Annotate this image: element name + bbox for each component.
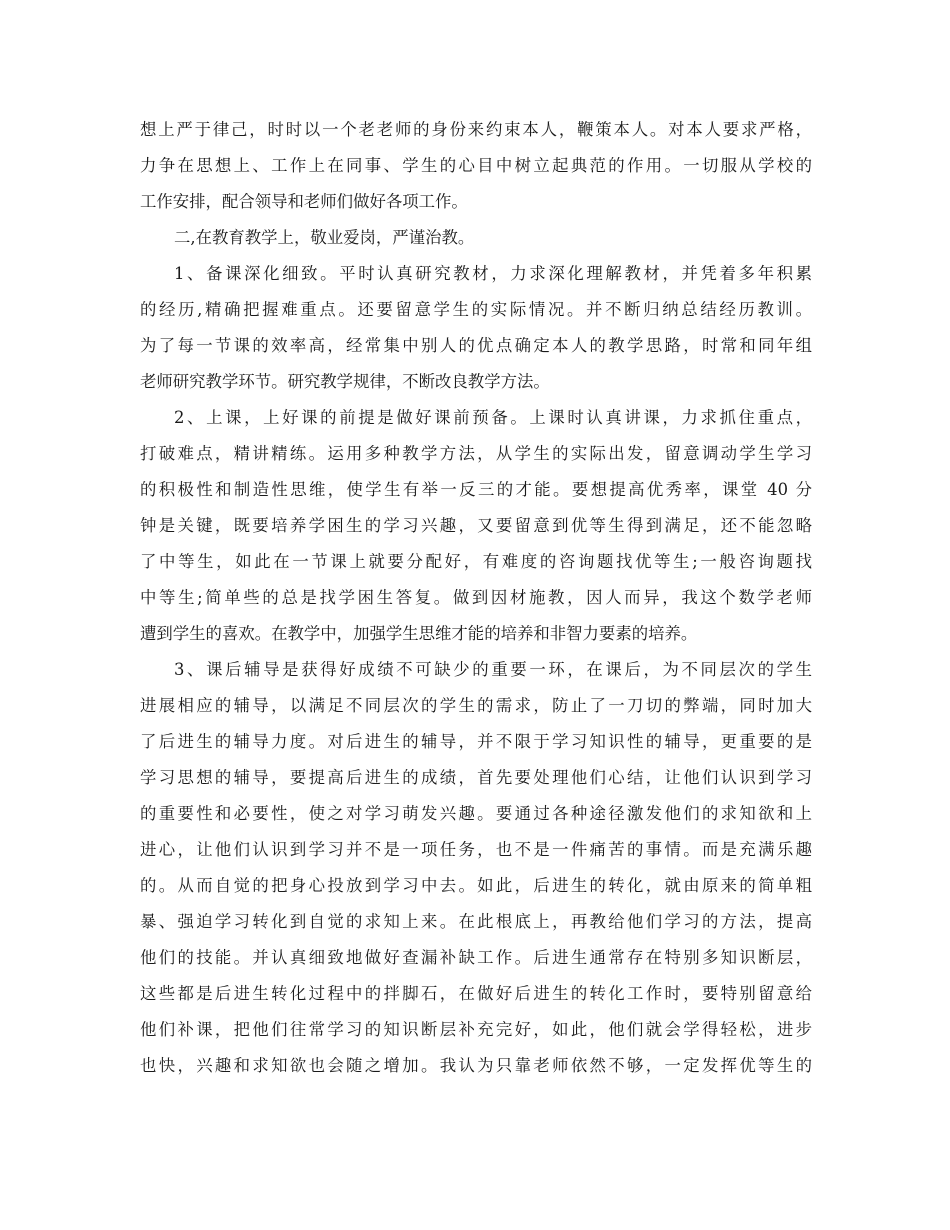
text-line: 2、上课，上好课的前提是做好课前预备。上课时认真讲课，力求抓住重点， [174,408,812,427]
text-line: 遭到学生的喜欢。在教学中，加强学生思维才能的培养和非智力要素的培养。 [140,624,698,643]
text-line: 进展相应的辅导，以满足不同层次的学生的需求，防止了一刀切的弊端，同时加大 [140,696,812,715]
text-line: 老师研究教学环节。研究教学规律，不断改良教学方法。 [140,372,550,391]
text-line: 工作安排，配合领导和老师们做好各项工作。 [140,192,468,211]
text-line: 他们补课，把他们往常学习的知识断层补充完好，如此，他们就会学得轻松，进步 [140,1020,812,1039]
text-line: 他们的技能。并认真细致地做好查漏补缺工作。后进生通常存在特别多知识断层， [140,948,812,967]
text-line: 学习思想的辅导，要提高后进生的成绩，首先要处理他们心结，让他们认识到学习 [140,768,812,787]
text-line: 3、课后辅导是获得好成绩不可缺少的重要一环，在课后，为不同层次的学生 [174,660,812,679]
text-line: 的经历,精确把握难重点。还要留意学生的实际情况。并不断归纳总结经历教训。 [140,300,812,319]
text-line: 这些都是后进生转化过程中的拌脚石，在做好后进生的转化工作时，要特别留意给 [140,984,812,1003]
text-line: 打破难点，精讲精练。运用多种教学方法，从学生的实际出发，留意调动学生学习 [140,444,812,463]
document-body [140,112,812,1084]
text-line: 进心，让他们认识到学习并不是一项任务，也不是一件痛苦的事情。而是充满乐趣 [140,840,812,859]
text-line: 的重要性和必要性，使之对学习萌发兴趣。要通过各种途径激发他们的求知欲和上 [140,804,812,823]
text-line: 的。从而自觉的把身心投放到学习中去。如此，后进生的转化，就由原来的简单粗 [140,876,812,895]
text-line: 力争在思想上、工作上在同事、学生的心目中树立起典范的作用。一切服从学校的 [140,156,812,175]
text-line: 1、备课深化细致。平时认真研究教材，力求深化理解教材，并凭着多年积累 [174,264,812,283]
text-line: 暴、强迫学习转化到自觉的求知上来。在此根底上，再教给他们学习的方法，提高 [140,912,812,931]
text-line: 中等生;简单些的总是找学困生答复。做到因材施教，因人而异，我这个数学老师 [140,588,812,607]
section-heading: 二,在教育教学上，敬业爱岗，严谨治教。 [174,228,475,247]
text-line: 想上严于律己，时时以一个老老师的身份来约束本人，鞭策本人。对本人要求严格， [140,120,812,139]
text-line: 钟是关键，既要培养学困生的学习兴趣，又要留意到优等生得到满足，还不能忽略 [140,516,812,535]
text-line: 为了每一节课的效率高，经常集中别人的优点确定本人的教学思路，时常和同年组 [140,336,812,355]
text-line: 了后进生的辅导力度。对后进生的辅导，并不限于学习知识性的辅导，更重要的是 [140,732,812,751]
text-line: 也快，兴趣和求知欲也会随之增加。我认为只靠老师依然不够，一定发挥优等生的 [140,1056,812,1075]
text-line: 的积极性和制造性思维，使学生有举一反三的才能。要想提高优秀率，课堂 40 分 [140,480,812,499]
text-line: 了中等生，如此在一节课上就要分配好，有难度的咨询题找优等生;一般咨询题找 [140,552,812,571]
